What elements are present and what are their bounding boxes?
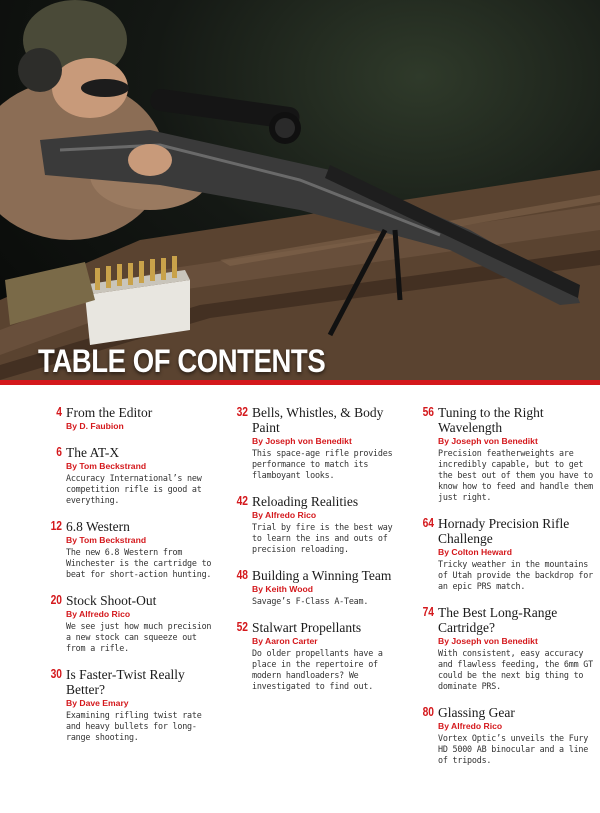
article-description: Tricky weather in the mountains of Utah provide the backdrop for an epic PRS match. bbox=[438, 559, 593, 591]
contents-column-3 bbox=[412, 405, 597, 779]
article-description: Accuracy International’s new competition rifle is good at everything. bbox=[66, 473, 202, 505]
page-number: 48 bbox=[236, 568, 248, 582]
contents-column-2 bbox=[226, 405, 406, 705]
page-number: 56 bbox=[422, 405, 434, 419]
article-author: By Aaron Carter bbox=[252, 636, 318, 646]
article-title: Reloading Realities bbox=[252, 494, 359, 509]
toc-entry[interactable] bbox=[226, 494, 406, 555]
toc-entry[interactable] bbox=[412, 705, 597, 766]
article-description: Do older propellants have a place in the repertoire of modern handloaders? We investigated to find out. bbox=[252, 648, 383, 691]
article-description: Savage’s F-Class A-Team. bbox=[252, 596, 369, 606]
shooter-illustration bbox=[0, 0, 600, 383]
page-number: 12 bbox=[50, 519, 62, 533]
toc-entry[interactable] bbox=[40, 593, 215, 654]
article-author: By Alfredo Rico bbox=[252, 510, 317, 520]
toc-entry[interactable] bbox=[40, 445, 215, 506]
article-description: The new 6.8 Western from Winchester is the cartridge to beat for short-action hunting. bbox=[66, 547, 212, 579]
page-title: TABLE OF CONTENTS bbox=[38, 343, 326, 379]
article-author: By Joseph von Benedikt bbox=[438, 436, 538, 446]
article-title: Is Faster-Twist Really Better? bbox=[66, 667, 185, 697]
article-author: By Alfredo Rico bbox=[66, 609, 131, 619]
toc-entry[interactable] bbox=[226, 620, 406, 692]
hero-photo bbox=[0, 0, 600, 383]
article-author: By Joseph von Benedikt bbox=[438, 636, 538, 646]
article-author: By Dave Emary bbox=[66, 698, 129, 708]
page-number: 20 bbox=[50, 593, 62, 607]
page-number: 52 bbox=[236, 620, 248, 634]
article-description: Trial by fire is the best way to learn the ins and outs of precision reloading. bbox=[252, 522, 393, 554]
article-title: Glassing Gear bbox=[438, 705, 515, 720]
article-author: By Colton Heward bbox=[438, 547, 513, 557]
article-title: From the Editor bbox=[66, 405, 153, 420]
article-author: By Tom Beckstrand bbox=[66, 535, 147, 545]
toc-entry[interactable] bbox=[40, 405, 215, 432]
article-description: This space-age rifle provides performance to match its flamboyant looks. bbox=[252, 448, 393, 480]
article-description: With consistent, easy accuracy and flawless feeding, the 6mm GT could be the next big thing to dominate PRS. bbox=[438, 648, 593, 691]
page-number: 80 bbox=[422, 705, 434, 719]
toc-entry[interactable] bbox=[412, 605, 597, 692]
article-title: Building a Winning Team bbox=[252, 568, 392, 583]
article-author: By Tom Beckstrand bbox=[66, 461, 147, 471]
article-title: The Best Long-Range Cartridge? bbox=[438, 605, 558, 635]
page-number: 6 bbox=[56, 445, 62, 459]
article-title: The AT-X bbox=[66, 445, 120, 460]
article-author: By Keith Wood bbox=[252, 584, 313, 594]
toc-entry[interactable] bbox=[412, 405, 597, 503]
article-title: Bells, Whistles, & Body Paint bbox=[252, 405, 384, 435]
page-number: 30 bbox=[50, 667, 62, 681]
article-title: Stock Shoot-Out bbox=[66, 593, 157, 608]
toc-entry[interactable] bbox=[40, 519, 215, 580]
article-title: Stalwart Propellants bbox=[252, 620, 362, 635]
toc-entry[interactable] bbox=[226, 568, 406, 607]
page-number: 32 bbox=[236, 405, 248, 419]
article-title: Tuning to the Right Wavelength bbox=[438, 405, 544, 435]
toc-entry[interactable] bbox=[40, 667, 215, 743]
article-title: Hornady Precision Rifle Challenge bbox=[438, 516, 570, 546]
toc-entry[interactable] bbox=[412, 516, 597, 592]
contents-column-1 bbox=[40, 405, 215, 756]
page-number: 4 bbox=[56, 405, 62, 419]
page-number: 74 bbox=[422, 605, 434, 619]
article-author: By Joseph von Benedikt bbox=[252, 436, 352, 446]
page-number: 42 bbox=[236, 494, 248, 508]
article-author: By D. Faubion bbox=[66, 421, 124, 431]
article-author: By Alfredo Rico bbox=[438, 721, 503, 731]
article-description: Precision featherweights are incredibly capable, but to get the best out of them you have to know how to feed and handle them just right. bbox=[438, 448, 593, 502]
article-description: Examining rifling twist rate and heavy bullets for long-range shooting. bbox=[66, 710, 202, 742]
page-number: 64 bbox=[422, 516, 434, 530]
article-description: Vortex Optic’s unveils the Fury HD 5000 AB binocular and a line of tripods. bbox=[438, 733, 589, 765]
article-description: We see just how much precision a new stock can squeeze out from a rifle. bbox=[66, 621, 212, 653]
article-title: 6.8 Western bbox=[66, 519, 130, 534]
toc-entry[interactable] bbox=[226, 405, 406, 481]
title-divider bbox=[0, 380, 600, 385]
